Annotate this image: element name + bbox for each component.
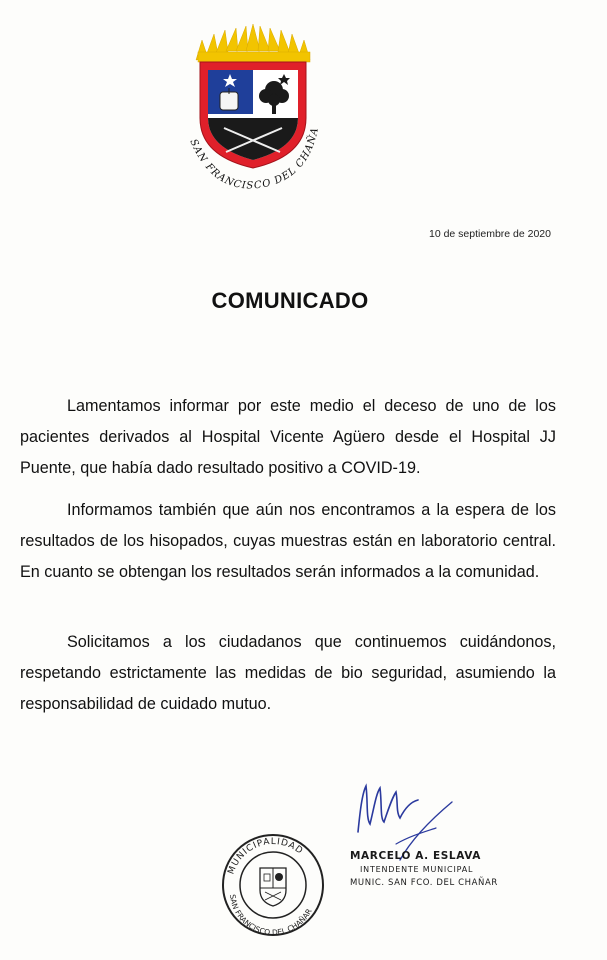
paragraph-text: Lamentamos informar por este medio el deceso de uno de los pacientes derivados al Hospital Vicente Agüero desde el Hospital JJ Puente, que había dado resultado positivo a COVID-19. xyxy=(20,397,556,477)
signer-role: INTENDENTE MUNICIPAL xyxy=(360,865,474,874)
document-date: 10 de septiembre de 2020 xyxy=(428,228,551,240)
paragraph-text: Solicitamos a los ciudadanos que continuemos cuidándonos, respetando estrictamente las medidas de bio seguridad, asumiendo la responsabilidad de cuidado mutuo. xyxy=(20,633,556,713)
svg-text:SAN FRANCISCO DEL CHAÑAR: SAN FRANCISCO DEL CHAÑA xyxy=(187,126,322,192)
signer-name: MARCELO A. ESLAVA xyxy=(350,850,481,862)
page-title: COMUNICADO xyxy=(211,288,369,313)
coat-of-arms-logo xyxy=(178,18,328,198)
svg-text:SAN FRANCISCO DEL CHAÑAR: SAN FRANCISCO DEL CHAÑAR xyxy=(228,893,314,938)
svg-text:MUNICIPALIDAD: MUNICIPALIDAD xyxy=(226,836,305,876)
municipal-seal-stamp xyxy=(220,832,326,938)
paragraph-1 xyxy=(20,391,556,484)
handwritten-signature xyxy=(340,772,470,862)
paragraph-3 xyxy=(20,627,556,720)
paragraph-2 xyxy=(20,495,556,588)
signer-office: MUNIC. SAN FCO. DEL CHAÑAR xyxy=(350,878,498,888)
paragraph-text: Informamos también que aún nos encontramos a la espera de los resultados de los hisopados, cuyas muestras están en laboratorio central. En cuanto se obtengan los resultados serán informados a la comunidad. xyxy=(20,501,556,581)
signer-block xyxy=(350,850,550,888)
